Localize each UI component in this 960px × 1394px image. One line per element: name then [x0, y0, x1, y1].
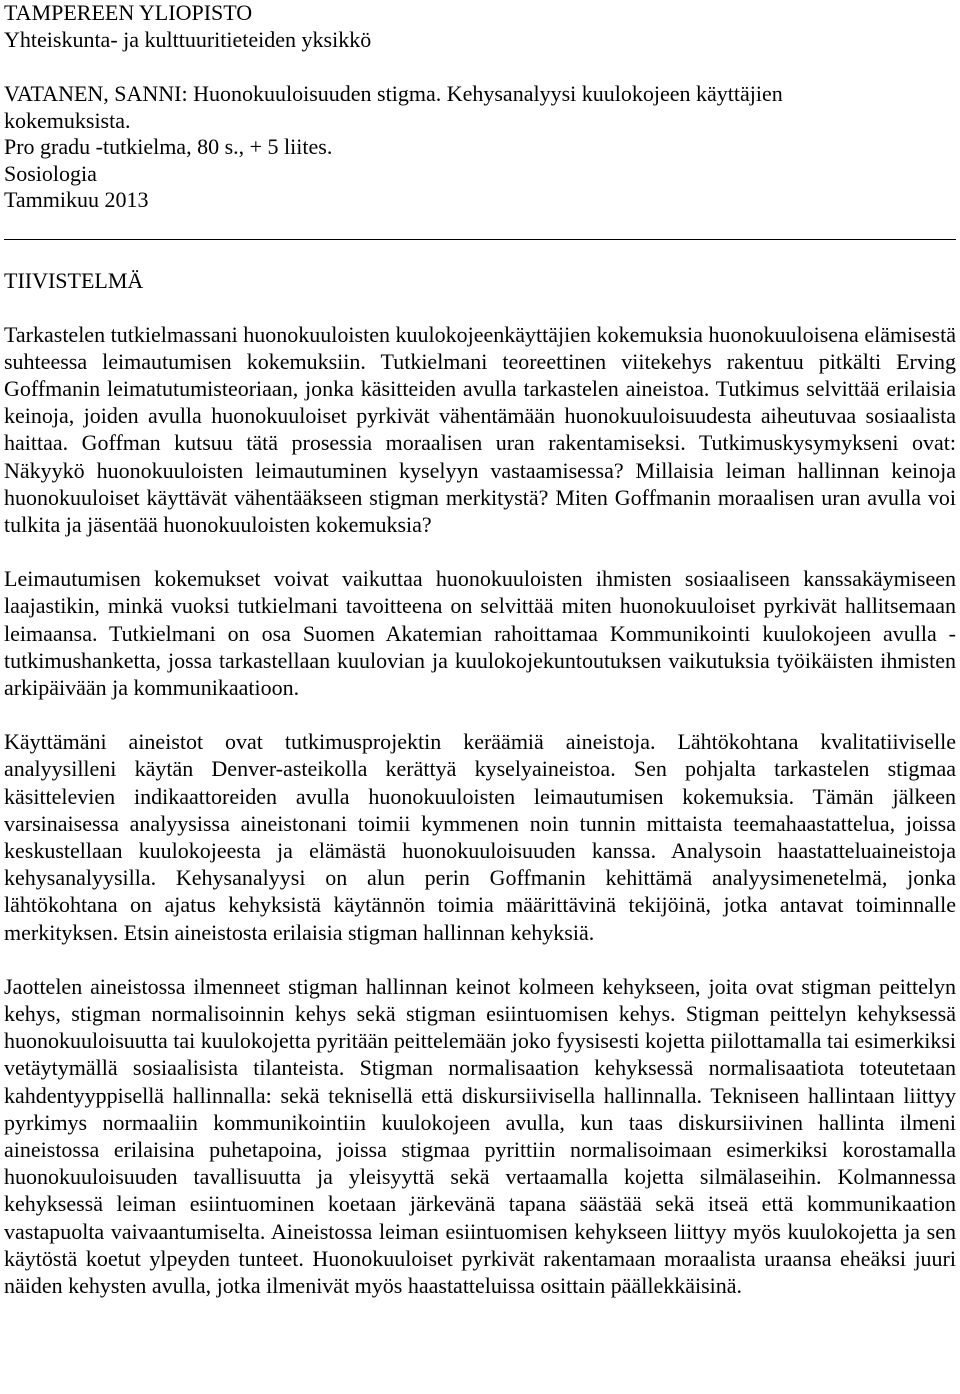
thesis-title-line-2: kokemuksista. [4, 107, 131, 133]
discipline: Sosiologia [4, 160, 97, 186]
abstract-paragraph-1: Tarkastelen tutkielmassani huonokuuloisten kuulokojeenkäyttäjien kokemuksia huonokuuloisena elämisestä suhteessa leimautumisen kokemuksiin. Tutkielmani teoreettinen viitekehys rakentuu pitkälti Erving Goffmanin leimatutumisteoriaan, jonka käsitteiden avulla tarkastelen aineistoa. Tutkimus selvittää erilaisia keinoja, joiden avulla huonokuuloiset pyrkivät vähentämään huonokuuloisuudesta aiheutuvaa sosiaalista haittaa. Goffman kutsuu tätä prosessia moraalisen uran rakentamiseksi. Tutkimuskysymykseni ovat: Näkyykö huonokuuloisten leimautuminen kyselyyn vastaamisessa? Millaisia leiman hallinnan keinoja huonokuuloiset käyttävät vähentääkseen stigman merkitystä? Miten Goffmanin moraalisen uran avulla voi tulkita ja jäsentää huonokuuloisten kokemuksia? [4, 321, 956, 537]
abstract-paragraph-4: Jaottelen aineistossa ilmenneet stigman hallinnan keinot kolmeen kehykseen, joita ovat stigman peittelyn kehys, stigman normalisoinnin kehys sekä stigman esiintuomisen kehys. Stigman peittelyn kehyksessä huonokuuloisuutta tai kuulokojetta pyritään peittelemään joko fyysisesti kojetta piilottamalla tai esimerkiksi vetäytymällä sosiaalisista tilanteista. Stigman normalisaation kehyksessä normalisaatiota toteutetaan kahdentyyppisellä hallinnalla: sekä teknisellä että diskursiivisella hallinnalla. Tekniseen hallintaan liittyy pyrkimys normaaliin kommunikointiin kuulokojeen avulla, kun taas diskursiivinen hallinta ilmeni aineistossa erilaisina puhetapoina, joissa stigmaa pyrittiin normalisoimaan esimerkiksi korostamalla huonokuuloisuuden tavallisuutta ja yleisyyttä sekä vertaamalla kojetta silmälaseihin. Kolmannessa kehyksessä leiman esiintuominen koetaan järkevänä tapana säästää sekä itseä että kommunikaation vastapuolta vaivaantumiselta. Aineistossa leiman esiintuomisen kehykseen liittyy myös kuulokojetta ja sen käytöstä koetut ylpeyden tunteet. Huonokuuloiset pyrkivät rakentamaan moraalista uraansa eheäksi juuri näiden kehysten avulla, jotka ilmenivät myös haastatteluissa osittain päällekkäisinä. [4, 973, 956, 1298]
university-name: TAMPEREEN YLIOPISTO [4, 0, 253, 25]
header-spacer [4, 53, 956, 81]
publication-date: Tammikuu 2013 [4, 187, 149, 212]
abstract-page [4, 0, 956, 1299]
abstract-heading: TIIVISTELMÄ [4, 267, 144, 293]
faculty-unit: Yhteiskunta- ja kulttuuritieteiden yksikkö [4, 26, 372, 52]
abstract-body [4, 321, 956, 1300]
thesis-info: Pro gradu -tutkielma, 80 s., + 5 liites. [4, 134, 333, 159]
document-header [4, 0, 956, 214]
abstract-paragraph-2: Leimautumisen kokemukset voivat vaikuttaa huonokuuloisten ihmisten sosiaaliseen kanssakäymiseen laajastikin, minkä vuoksi tutkielmani tavoitteena on selvittää miten huonokuuloiset pyrkivät hallitsemaan leimaansa. Tutkielmani on osa Suomen Akatemian rahoittamaa Kommunikointi kuulokojeen avulla -tutkimushanketta, jossa tarkastellaan kuulovian ja kuulokojekuntoutuksen vaikutuksia työikäisten ihmisten arkipäivään ja kommunikaatioon. [4, 566, 956, 700]
horizontal-divider [4, 239, 956, 240]
abstract-paragraph-3: Käyttämäni aineistot ovat tutkimusprojektin keräämiä aineistoja. Lähtökohtana kvalitatiiviselle analyysilleni käytän Denver-asteikolla kerättyä kyselyaineistoa. Sen pohjalta tarkastelen stigmaa käsittelevien indikaattoreiden avulla huonokuuloisten leimautumisen kokemuksia. Tämän jälkeen varsinaisessa analyysissa aineistonani toimii kymmenen noin tunnin mittaista teemahaastattelua, joissa keskustellaan kuulokojeesta ja elämästä huonokuuloisuuden kanssa. Analysoin haastatteluaineistoja kehysanalyysilla. Kehysanalyysi on alun perin Goffmanin kehittämä analyysimenetelmä, jonka lähtökohtana on ajatus kehyksistä käytännön toimia määrittävinä tekijöinä, jotka antavat toiminnalle merkityksen. Etsin aineistosta erilaisia stigman hallinnan kehyksiä. [4, 729, 956, 945]
thesis-title-line-1: VATANEN, SANNI: Huonokuuloisuuden stigma. Kehysanalyysi kuulokojeen käyttäjien [4, 81, 783, 106]
